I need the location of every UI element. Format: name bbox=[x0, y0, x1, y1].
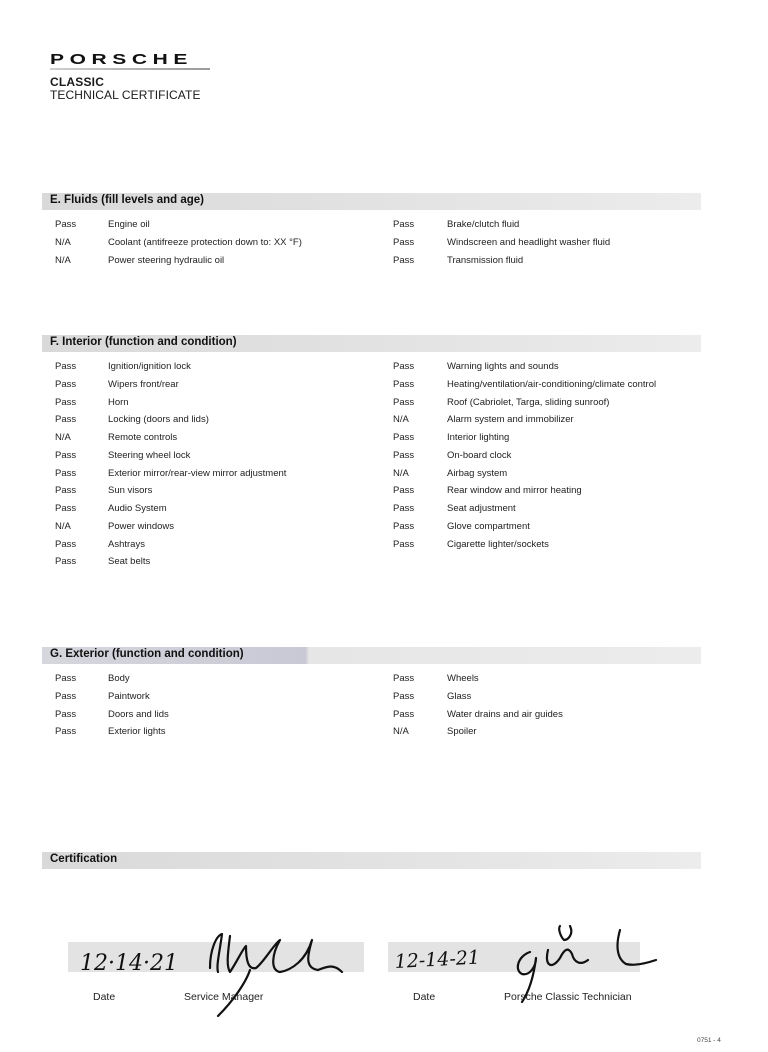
exterior-right-item: Glass bbox=[447, 690, 472, 702]
section-interior-title: F. Interior (function and condition) bbox=[50, 336, 237, 348]
exterior-left-status: Pass bbox=[55, 708, 77, 720]
fluids-right-item: Brake/clutch fluid bbox=[447, 219, 520, 230]
section-exterior-header bbox=[42, 647, 701, 664]
interior-right-item: Seat adjustment bbox=[447, 503, 516, 514]
fluids-right-item: Windscreen and headlight washer fluid bbox=[447, 236, 611, 248]
document-title: TECHNICAL CERTIFICATE bbox=[50, 88, 201, 102]
interior-left-item: Wipers front/rear bbox=[108, 378, 179, 390]
label-service-manager: Service Manager bbox=[184, 991, 264, 1003]
exterior-right-item: Water drains and air guides bbox=[447, 708, 563, 720]
fluids-left-status: N/A bbox=[55, 236, 71, 248]
handwritten-date-2: 12-14-21 bbox=[394, 946, 481, 973]
interior-left-item: Sun visors bbox=[108, 485, 153, 497]
interior-left-status: Pass bbox=[55, 449, 77, 461]
fluids-left-status: Pass bbox=[55, 219, 77, 230]
fluids-left-item: Power steering hydraulic oil bbox=[108, 254, 225, 266]
label-technician: Porsche Classic Technician bbox=[504, 991, 632, 1003]
interior-left-status: Pass bbox=[55, 414, 77, 426]
interior-right-item: On-board clock bbox=[447, 449, 512, 461]
interior-left-item: Audio System bbox=[108, 503, 167, 514]
interior-left-status: Pass bbox=[55, 485, 77, 497]
interior-left-status: Pass bbox=[55, 361, 77, 372]
interior-right-status: N/A bbox=[393, 414, 409, 426]
interior-left-item: Exterior mirror/rear-view mirror adjustment bbox=[108, 467, 287, 479]
interior-right-item: Rear window and mirror heating bbox=[447, 485, 582, 497]
interior-left-status: Pass bbox=[55, 378, 77, 390]
interior-left-status: Pass bbox=[55, 538, 77, 550]
interior-right-item: Cigarette lighter/sockets bbox=[447, 538, 549, 550]
interior-right-item: Airbag system bbox=[447, 467, 508, 479]
exterior-left-item: Paintwork bbox=[108, 690, 150, 702]
interior-left-item: Locking (doors and lids) bbox=[108, 414, 209, 426]
interior-right-status: Pass bbox=[393, 432, 415, 443]
exterior-left-item: Body bbox=[108, 673, 130, 684]
interior-right-status: Pass bbox=[393, 378, 415, 390]
handwritten-date-1: 12·14·21 bbox=[80, 951, 178, 976]
handwritten-signatures bbox=[60, 910, 660, 1020]
section-exterior-title: G. Exterior (function and condition) bbox=[50, 648, 244, 660]
exterior-left-item: Exterior lights bbox=[108, 726, 166, 738]
interior-right-status: Pass bbox=[393, 538, 415, 550]
interior-right-status: Pass bbox=[393, 361, 415, 372]
fluids-right-status: Pass bbox=[393, 219, 415, 230]
interior-left-item: Remote controls bbox=[108, 432, 178, 443]
manager-signature bbox=[210, 934, 342, 1016]
interior-left-item: Horn bbox=[108, 396, 129, 408]
fluids-right-status: Pass bbox=[393, 236, 415, 248]
interior-left-status: Pass bbox=[55, 396, 77, 408]
interior-right-status: Pass bbox=[393, 485, 415, 497]
interior-right-status: Pass bbox=[393, 520, 415, 532]
interior-right-item: Heating/ventilation/air-conditioning/climate control bbox=[447, 378, 657, 390]
interior-right-item: Alarm system and immobilizer bbox=[447, 414, 574, 426]
section-certification-title: Certification bbox=[50, 853, 118, 865]
interior-left-item: Power windows bbox=[108, 520, 174, 532]
exterior-right-status: Pass bbox=[393, 708, 415, 720]
interior-right-item: Interior lighting bbox=[447, 432, 510, 443]
porsche-logo bbox=[50, 50, 195, 68]
section-certification-header bbox=[42, 852, 701, 869]
exterior-left-status: Pass bbox=[55, 726, 77, 738]
exterior-left-status: Pass bbox=[55, 690, 77, 702]
interior-left-item: Ashtrays bbox=[108, 538, 145, 550]
brand-classic: CLASSIC bbox=[50, 75, 105, 89]
section-interior-header bbox=[42, 335, 701, 352]
fluids-right-item: Transmission fluid bbox=[447, 254, 524, 266]
interior-left-status: Pass bbox=[55, 556, 77, 568]
interior-right-item: Roof (Cabriolet, Targa, sliding sunroof) bbox=[447, 396, 610, 408]
interior-right-status: Pass bbox=[393, 449, 415, 461]
svg-text:PORSCHE: PORSCHE bbox=[50, 51, 193, 68]
label-date-2: Date bbox=[413, 991, 436, 1003]
exterior-right-status: N/A bbox=[393, 726, 409, 738]
interior-left-item: Steering wheel lock bbox=[108, 449, 191, 461]
interior-right-status: Pass bbox=[393, 503, 415, 514]
section-fluids-header bbox=[42, 193, 701, 210]
interior-right-item: Warning lights and sounds bbox=[447, 361, 559, 372]
section-fluids-title: E. Fluids (fill levels and age) bbox=[50, 194, 205, 206]
fluids-right-status: Pass bbox=[393, 254, 415, 266]
interior-left-status: Pass bbox=[55, 503, 77, 514]
exterior-right-status: Pass bbox=[393, 673, 415, 684]
exterior-right-item: Spoiler bbox=[447, 726, 477, 738]
interior-left-status: N/A bbox=[55, 520, 71, 532]
fluids-left-status: N/A bbox=[55, 254, 71, 266]
form-code: 0751 - 4 bbox=[697, 1037, 721, 1044]
exterior-left-item: Doors and lids bbox=[108, 708, 169, 720]
exterior-right-status: Pass bbox=[393, 690, 415, 702]
interior-right-status: N/A bbox=[393, 467, 409, 479]
interior-left-item: Seat belts bbox=[108, 556, 151, 568]
brand-underline bbox=[50, 68, 210, 70]
exterior-right-item: Wheels bbox=[447, 673, 479, 684]
exterior-left-status: Pass bbox=[55, 673, 77, 684]
interior-left-status: Pass bbox=[55, 467, 77, 479]
interior-left-item: Ignition/ignition lock bbox=[108, 361, 191, 372]
label-date-1: Date bbox=[93, 991, 116, 1003]
fluids-left-item: Engine oil bbox=[108, 219, 150, 230]
interior-right-status: Pass bbox=[393, 396, 415, 408]
interior-right-item: Glove compartment bbox=[447, 520, 530, 532]
fluids-left-item: Coolant (antifreeze protection down to: XX °F) bbox=[108, 236, 302, 248]
interior-left-status: N/A bbox=[55, 432, 71, 443]
